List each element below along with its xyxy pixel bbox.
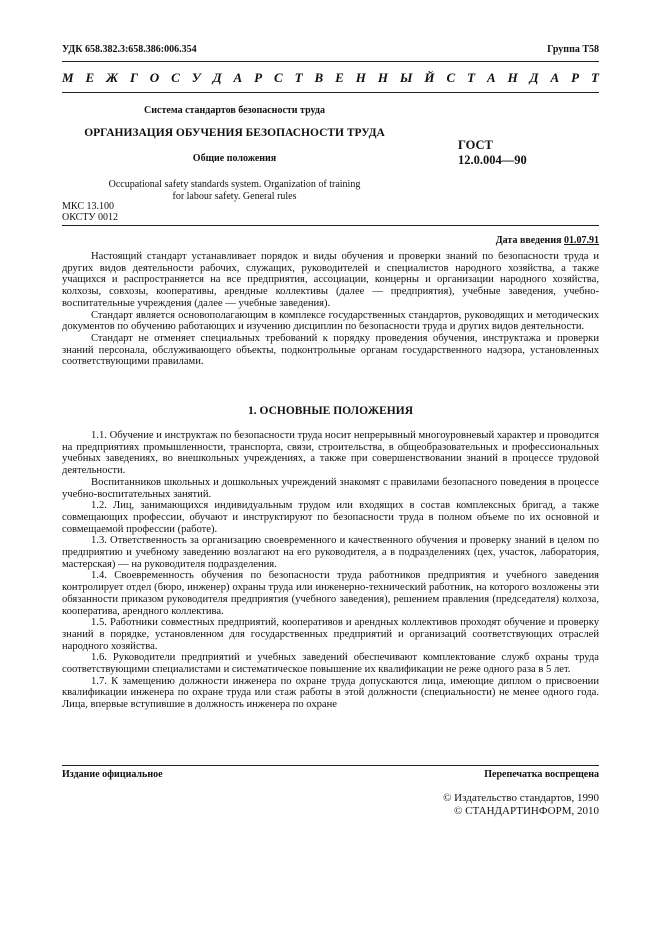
banner-letter: Ы	[399, 70, 413, 85]
section-paragraph: 1.2. Лиц, занимающихся индивидуальным трудом или входящих в состав комплексных бригад, а также совмещающих профессии, обучают и инструктируют по безопасности труда в полном объеме по их основной и совмещаемой профессии (работе).	[62, 500, 599, 535]
copyright-publisher: © Издательство стандартов, 1990	[443, 792, 599, 804]
section-paragraph: Воспитанников школьных и дошкольных учреждений знакомят с правилами безопасного поведения в процессе учебно-воспитательных занятий.	[62, 476, 599, 500]
footer-rule	[62, 765, 599, 766]
banner-letter: Р	[571, 70, 580, 85]
gost-label: ГОСТ	[458, 138, 493, 152]
banner-letter: А	[550, 70, 560, 85]
banner-letter: У	[191, 70, 201, 85]
section-paragraph: 1.3. Ответственность за организацию своевременного и качественного обучения и проверку знаний в целом по предприятию и учебному заведению возлагают на его руководителя, а в подразделениях (цех, участок, лаборатория, мастерская) — на руководителя подразделения.	[62, 535, 599, 570]
interstate-standard-banner	[62, 70, 599, 88]
copyright-standartinform: © СТАНДАРТИНФОРМ, 2010	[454, 805, 599, 817]
banner-letter: Д	[212, 70, 222, 85]
banner-letter: Г	[129, 70, 138, 85]
udc-code: УДК 658.382.3:658.386:006.354	[62, 44, 197, 55]
intro-paragraph: Стандарт не отменяет специальных требований к порядку проведения обучения, инструктажа и проверки знаний персонала, обслуживающего объекты, подконтрольные органам государственного надзора, установленных соответствующими правилами.	[62, 332, 599, 368]
intro-text	[62, 251, 599, 368]
banner-letter: Е	[85, 70, 95, 85]
section-paragraph: 1.6. Руководители предприятий и учебных заведений обеспечивают комплектование служб охраны труда соответствующими специалистами и систематическое повышение их квалификации не реже одного раза в 5 лет.	[62, 652, 599, 676]
standards-system-title: Система стандартов безопасности труда	[144, 105, 325, 116]
official-edition: Издание официальное	[62, 769, 163, 780]
banner-letter: С	[446, 70, 456, 85]
introduction-date-label: Дата введения	[495, 235, 564, 246]
banner-letter: Р	[254, 70, 263, 85]
banner-letter: М	[62, 70, 74, 85]
section-heading: 1. ОСНОВНЫЕ ПОЛОЖЕНИЯ	[247, 405, 413, 417]
banner-letter: О	[149, 70, 160, 85]
banner-letter: Н	[507, 70, 518, 85]
banner-letter: Н	[355, 70, 366, 85]
banner-letter: Д	[529, 70, 539, 85]
gost-number: 12.0.004—90	[458, 153, 527, 167]
top-rule	[62, 61, 599, 62]
section-paragraph: 1.4. Своевременность обучения по безопасности труда работников предприятия и учебного заведения контролирует отдел (бюро, инженер) охраны труда или инженерно-технический работник, на которого возложены эти обязанности приказом руководителя предприятия (учебного заведения), решением правления (председателя) колхоза, кооператива, арендного коллектива.	[62, 570, 599, 617]
english-title-line2: for labour safety. General rules	[172, 191, 297, 202]
banner-letter: Т	[590, 70, 599, 85]
section-paragraph: 1.1. Обучение и инструктаж по безопасности труда носит непрерывный многоуровневый характер и проводится на предприятиях промышленности, транспорта, связи, строительства, в общеобразовательных и профессиональных учебных заведениях, во внешкольных учреждениях, а также при совершенствовании знаний в процессе трудовой деятельности.	[62, 430, 599, 477]
section-paragraph: 1.7. К замещению должности инженера по охране труда допускаются лица, имеющие диплом о присвоении квалификации инженера по охране труда или стаж работы в этой должности (специальности) не менее одного года. Лица, впервые вступившие в должность инженера по охране	[62, 675, 599, 711]
banner-letter: Т	[467, 70, 476, 85]
section-paragraph: 1.5. Работники совместных предприятий, кооперативов и арендных коллективов проходят обучение и проверку знаний в порядке, установленном для государственных предприятий и организаций соответствующих отраслей народного хозяйства.	[62, 617, 599, 652]
introduction-date-value: 01.07.91	[564, 235, 599, 246]
banner-letter: А	[233, 70, 243, 85]
introduction-date	[496, 235, 599, 246]
document-subtitle: Общие положения	[192, 153, 277, 164]
english-title-line1: Occupational safety standards system. Organization of training	[108, 179, 361, 190]
intro-paragraph: Стандарт является основополагающим в комплексе государственных стандартов, руководящих и методических документов по обучению работающих и изучению дисциплин по безопасности труда и других видов деятельности.	[62, 309, 599, 333]
group-code: Группа Т58	[547, 44, 599, 55]
banner-letter: Ж	[106, 70, 119, 85]
banner-letter: В	[314, 70, 324, 85]
banner-letter: С	[274, 70, 283, 85]
section-text	[62, 430, 599, 711]
banner-letter: Н	[377, 70, 388, 85]
banner-letter: А	[486, 70, 496, 85]
banner-letter: Т	[294, 70, 303, 85]
banner-letter: С	[171, 70, 180, 85]
banner-letter: Е	[335, 70, 344, 85]
banner-letter: Й	[424, 70, 435, 85]
okstu-code: ОКСТУ 0012	[62, 212, 119, 223]
mks-code: МКС 13.100	[62, 201, 114, 212]
intro-paragraph: Настоящий стандарт устанавливает порядок и виды обучения и проверки знаний по безопасности труда и других видов деятельности рабочих, служащих, руководителей и специалистов народного хозяйства, а также учащихся и распространяется на все предприятия, ассоциации, концерны и организации народного хозяйства, колхозы, совхозы, кооперативы, арендные коллективы (далее — предприятия), учебные заведения, учебно-воспитательные учреждения (далее — учебные заведения).	[62, 251, 599, 309]
banner-rule	[62, 92, 599, 93]
title-rule	[62, 225, 599, 226]
document-title: ОРГАНИЗАЦИЯ ОБУЧЕНИЯ БЕЗОПАСНОСТИ ТРУДА	[84, 127, 385, 139]
reprint-prohibited: Перепечатка воспрещена	[484, 769, 599, 780]
